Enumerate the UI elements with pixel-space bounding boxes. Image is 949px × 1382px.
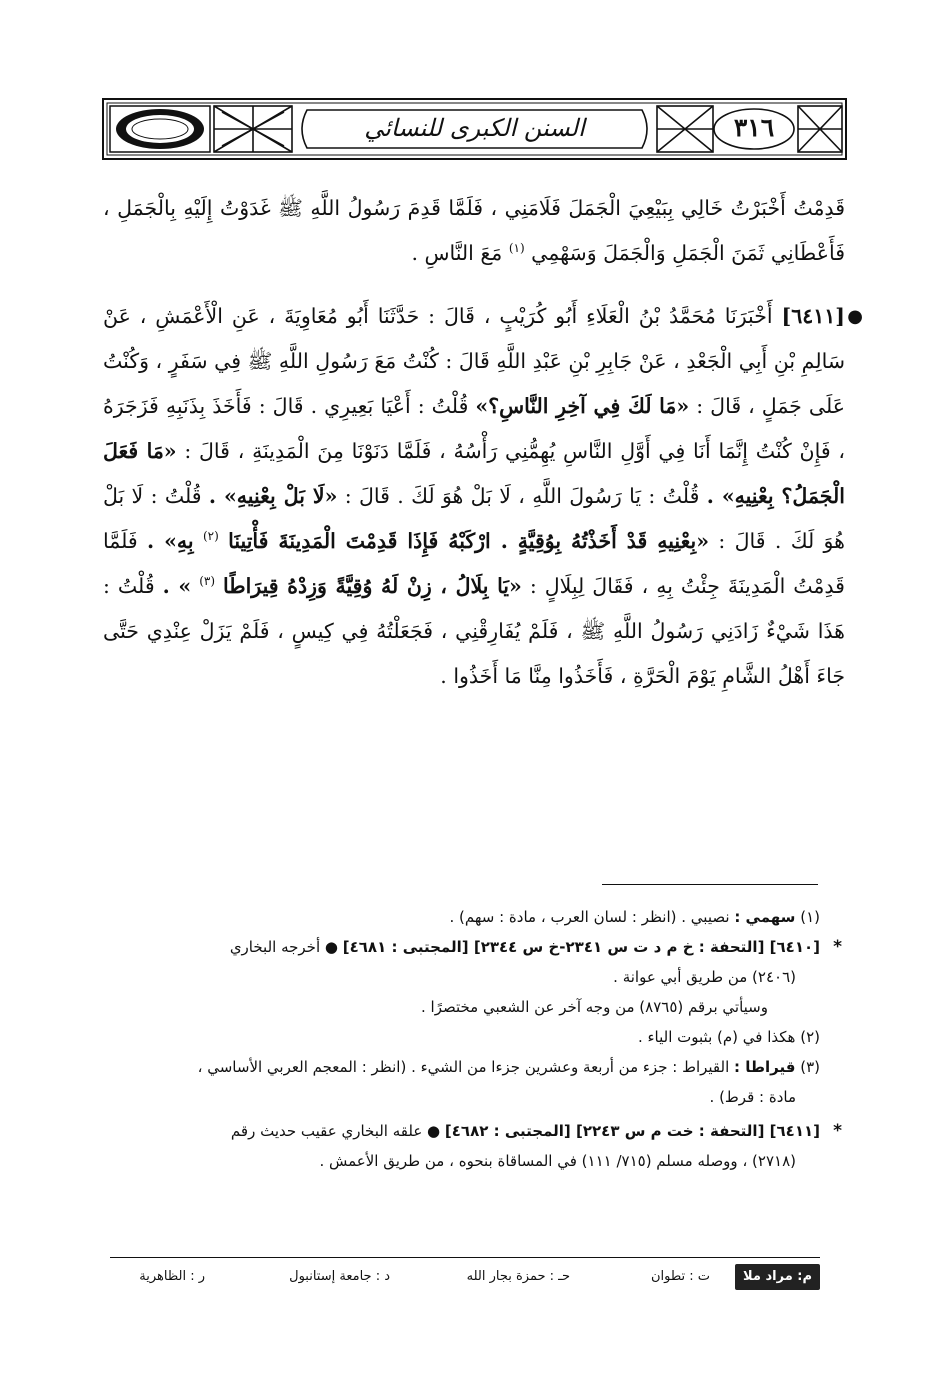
manuscript-r: ر : الظاهرية bbox=[139, 1269, 205, 1284]
prophet-quote: «مَا لَكَ فِي آخِرِ النَّاسِ؟» bbox=[475, 394, 690, 418]
prophet-quote: «لَا بَلْ بِعْنِيهِ» . bbox=[208, 484, 338, 508]
prophet-quote: «يَا بِلَالُ ، زِنْ لَهُ وُقِيَّةً وَزِدْهُ قِيرَاطًا bbox=[223, 574, 522, 598]
page-header bbox=[102, 98, 847, 160]
footnote-3-line2: مادة : قرط) . bbox=[709, 1088, 796, 1106]
bottom-divider bbox=[110, 1257, 820, 1258]
hadith-number: [٦٤١١] bbox=[781, 304, 845, 328]
takhrij-6410-line2: (٢٤٠٦) من طريق أبي عوانة . bbox=[613, 968, 796, 986]
footnote-3: (٣) قيراطا : القيراط : جزء من أربعة وعشرين جزءا من الشيء . (انظر : المعجم العربي الأساسي ، bbox=[197, 1058, 820, 1076]
takhrij-6411-line2: (٢٧١٨) ، ووصله مسلم (٧١٥/ ١١١) في المساقاة بنحوه ، من طريق الأعمش . bbox=[319, 1152, 796, 1170]
manuscript-d: د : جامعة إستانبول bbox=[289, 1269, 390, 1284]
page-number: ٣١٦ bbox=[733, 113, 775, 142]
right-lattice-2-icon bbox=[798, 106, 842, 152]
bullet-icon: ● bbox=[847, 306, 863, 327]
takhrij-6410: * [٦٤١٠] [التحفة : خ م د ت س ٢٣٤١-خ س ٢٣٤٤] [المجتبى : ٤٦٨١] ● أخرجه البخاري bbox=[110, 932, 820, 962]
right-lattice-icon bbox=[657, 106, 713, 152]
prophet-quote: «مَا فَعَلَ الْجَمَلُ؟ بِعْنِيهِ» . bbox=[103, 439, 845, 508]
left-lattice-icon bbox=[214, 106, 292, 152]
manuscript-m: م: مراد ملا bbox=[735, 1264, 820, 1290]
manuscript-t: ت : تطوان bbox=[650, 1269, 710, 1284]
footnote-ref-3[interactable]: (٣) bbox=[199, 574, 216, 589]
manuscript-legend bbox=[110, 1264, 820, 1290]
continuation-paragraph: قَدِمْتُ أَخْبَرْتُ خَالِي بِبَيْعِيَ الْجَمَلَ فَلَامَنِي ، فَلَمَّا قَدِمَ رَسُولُ اللَّهِ ﷺ غَدَوْتُ إِلَيْهِ بِالْجَمَلِ ، فَأَعْطَانِي ثَمَنَ الْجَمَلِ وَالْجَمَلَ وَسَهْمِي $^{(١)}$ مَعَ النَّاسِ . bbox=[103, 196, 845, 265]
hadith-paragraph: ● [٦٤١١] أَخْبَرَنَا مُحَمَّدُ بْنُ الْعَلَاءِ أَبُو كُرَيْبٍ ، قَالَ : حَدَّثَنَا أَبُو مُعَاوِيَةَ ، عَنِ الْأَعْمَشِ ، عَنْ سَالِمِ بْنِ أَبِي الْجَعْدِ ، عَنْ جَابِرِ بْنِ عَبْدِ اللَّهِ قَالَ : كُنْتُ مَعَ رَسُولِ اللَّهِ ﷺ فِي سَفَرٍ ، وَكُنْتُ عَلَى جَمَلٍ ، قَالَ : «مَا لَكَ فِي آخِرِ النَّاسِ؟» قُلْتُ : أَعْيَا بَعِيرِي . قَالَ : فَأَخَذَ بِذَنَبِهِ فَزَجَرَهُ ، فَإِنْ كُنْتُ إِنَّمَا أَنَا فِي أَوَّلِ النَّاسِ يُهِمُّنِي رَأْسُهُ ، فَلَمَّا دَنَوْنَا مِنَ الْمَدِينَةِ ، قَالَ : «مَا فَعَلَ الْجَمَلُ؟ بِعْنِيهِ» . قُلْتُ : يَا رَسُولَ اللَّهِ ، لَا بَلْ هُوَ لَكَ . قَالَ : «لَا بَلْ بِعْنِيهِ» . قُلْتُ : لَا بَلْ هُوَ لَكَ . قَالَ : «بِعْنِيهِ قَدْ أَخَذْتُهُ بِوُقِيَّةٍ . ارْكَبْهُ فَإِذَا قَدِمْتَ الْمَدِينَةَ فَأْتِينَا $^{(٢)}$ بِهِ» . فَلَمَّا قَدِمْتُ الْمَدِينَةَ جِئْتُ بِهِ ، فَقَالَ لِبِلَالٍ : «يَا بِلَالُ ، زِنْ لَهُ وُقِيَّةً وَزِدْهُ قِيرَاطًا $^{(٣)}$ » . قُلْتُ : هَذَا شَيْءٌ زَادَنِي رَسُولُ اللَّهِ ﷺ ، فَلَمْ يُفَارِقْنِي ، فَجَعَلْتُهُ فِي كِيسٍ ، فَلَمْ يَزَلْ عِنْدِي حَتَّى جَاءَ أَهْلُ الشَّامِ يَوْمَ الْحَرَّةِ ، فَأَخَذُوا مِنَّا مَا أَخَذُوا . bbox=[103, 294, 845, 699]
star-icon: * bbox=[833, 937, 842, 957]
takhrij-6411: * [٦٤١١] [التحفة : خت م س ٢٢٤٣] [المجتبى : ٤٦٨٢] ● علقه البخاري عقيب حديث رقم bbox=[110, 1116, 820, 1146]
star-icon: * bbox=[833, 1121, 842, 1141]
main-text bbox=[103, 186, 863, 699]
footnote-ref-2[interactable]: (٢) bbox=[202, 529, 219, 544]
footnote-ref-1[interactable]: (١) bbox=[508, 241, 525, 256]
footnote-2: (٢) هكذا في (م) بثبوت الياء . bbox=[637, 1028, 820, 1046]
footnote-1: (١) سهمي : نصيبي . (انظر : لسان العرب ، مادة : سهم) . bbox=[449, 908, 820, 926]
footnotes bbox=[110, 902, 842, 1176]
manuscript-h: حـ : حمزة بجار الله bbox=[466, 1269, 570, 1284]
prophet-quote: «بِعْنِيهِ قَدْ أَخَذْتُهُ بِوُقِيَّةٍ . ارْكَبْهُ فَإِذَا قَدِمْتَ الْمَدِينَةَ فَأْتِينَا bbox=[228, 529, 710, 553]
footnote-divider bbox=[602, 884, 818, 885]
takhrij-6410-line3: وسيأتي برقم (٨٧٦٥) من وجه آخر عن الشعبي مختصرًا . bbox=[420, 998, 768, 1016]
book-title: السنن الكبرى للنسائي bbox=[364, 114, 585, 142]
left-emblem-icon bbox=[110, 106, 210, 152]
